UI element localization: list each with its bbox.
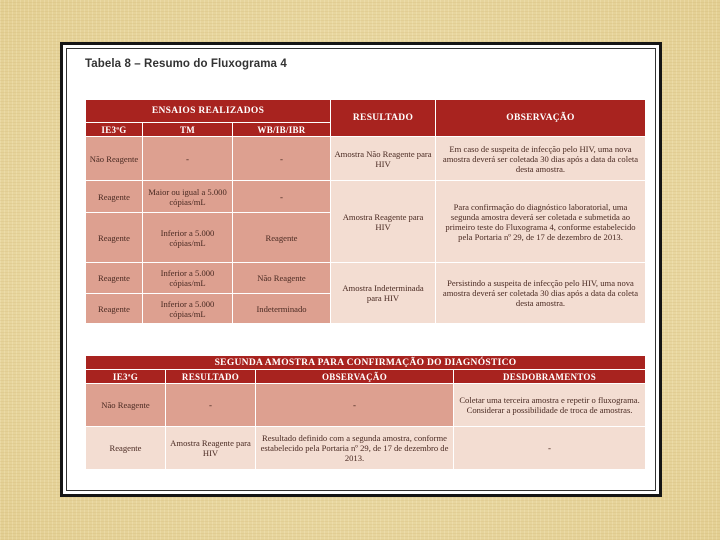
cell-tm: Inferior a 5.000 cópias/mL [143, 263, 233, 294]
slide-content [66, 48, 656, 491]
cell-wb: - [233, 137, 331, 181]
header-ie3g: IE3ªG [86, 123, 143, 137]
cell-tm: - [143, 137, 233, 181]
table-row [86, 263, 646, 294]
cell-ie3g: Reagente [86, 294, 143, 324]
cell-ie3g: Reagente [86, 427, 166, 470]
slide-frame [60, 42, 662, 497]
header-resultado: RESULTADO [331, 100, 436, 137]
cell-tm: Inferior a 5.000 cópias/mL [143, 294, 233, 324]
header-segunda-amostra: SEGUNDA AMOSTRA PARA CONFIRMAÇÃO DO DIAGNÓSTICO [86, 356, 646, 370]
cell-resultado: Amostra Não Reagente para HIV [331, 137, 436, 181]
header-observacao: OBSERVAÇÃO [436, 100, 646, 137]
cell-tm: Inferior a 5.000 cópias/mL [143, 213, 233, 263]
cell-observacao: Persistindo a suspeita de infecção pelo HIV, uma nova amostra deverá ser coletada 30 dias após a data da coleta desta amostra. [436, 263, 646, 324]
second-sample-table [85, 355, 646, 470]
cell-desdobramentos: - [454, 427, 646, 470]
cell-ie3g: Não Reagente [86, 137, 143, 181]
flowchart-summary-table [85, 99, 646, 324]
cell-ie3g: Reagente [86, 213, 143, 263]
cell-resultado: Amostra Reagente para HIV [331, 181, 436, 263]
cell-ie3g: Não Reagente [86, 384, 166, 427]
header-observacao: OBSERVAÇÃO [256, 370, 454, 384]
header-desdobramentos: DESDOBRAMENTOS [454, 370, 646, 384]
header-resultado: RESULTADO [166, 370, 256, 384]
table-caption: Tabela 8 – Resumo do Fluxograma 4 [85, 58, 287, 70]
header-ie3g: IE3ªG [86, 370, 166, 384]
cell-observacao: Para confirmação do diagnóstico laboratorial, uma segunda amostra deverá ser coletada e submetida ao primeiro teste do Fluxograma 4, conforme estabelecido pela Portaria nº 29, de 17 de dezembro de 2013. [436, 181, 646, 263]
cell-observacao: - [256, 384, 454, 427]
cell-wb: Não Reagente [233, 263, 331, 294]
cell-resultado: Amostra Reagente para HIV [166, 427, 256, 470]
cell-wb: - [233, 181, 331, 213]
cell-resultado: Amostra Indeterminada para HIV [331, 263, 436, 324]
cell-ie3g: Reagente [86, 181, 143, 213]
header-tm: TM [143, 123, 233, 137]
cell-observacao: Em caso de suspeita de infecção pelo HIV, uma nova amostra deverá ser coletada 30 dias após a data da coleta desta amostra. [436, 137, 646, 181]
cell-wb: Indeterminado [233, 294, 331, 324]
table-row [86, 384, 646, 427]
cell-ie3g: Reagente [86, 263, 143, 294]
cell-wb: Reagente [233, 213, 331, 263]
header-ensaios-realizados: ENSAIOS REALIZADOS [86, 100, 331, 123]
cell-desdobramentos: Coletar uma terceira amostra e repetir o fluxograma. Considerar a possibilidade de troca de amostras. [454, 384, 646, 427]
cell-tm: Maior ou igual a 5.000 cópias/mL [143, 181, 233, 213]
table-row [86, 427, 646, 470]
table-row [86, 181, 646, 213]
table-row [86, 137, 646, 181]
header-wb: WB/IB/IBR [233, 123, 331, 137]
cell-observacao: Resultado definido com a segunda amostra, conforme estabelecido pela Portaria nº 29, de 17 de dezembro de 2013. [256, 427, 454, 470]
cell-resultado: - [166, 384, 256, 427]
